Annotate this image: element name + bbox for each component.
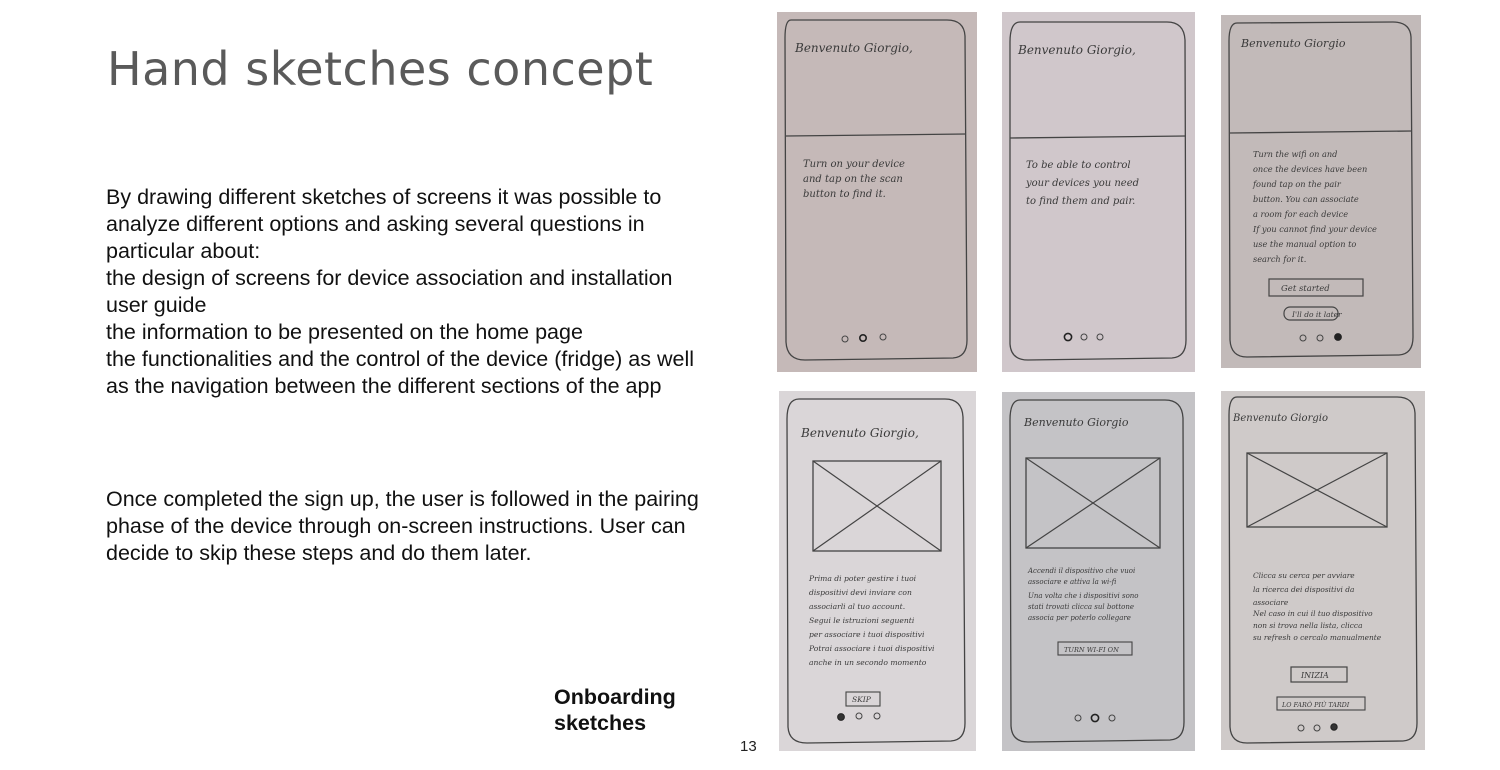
sketch-text-line: Potrai associare i tuoi dispositivi — [809, 644, 935, 653]
onboarding-line: phase of the device through on-screen instructions. User can — [106, 514, 686, 538]
sketch-text-line: button to find it. — [803, 189, 886, 200]
sketch-text-line: Nel caso in cui il tuo dispositivo — [1253, 609, 1373, 618]
caption-line: Onboarding — [554, 685, 676, 709]
page-number: 13 — [740, 738, 757, 755]
sketch-text-line: search for it. — [1253, 254, 1307, 264]
sketch-text-line: found tap on the pair — [1253, 179, 1341, 189]
intro-line: analyze different options and asking several questions in — [106, 212, 645, 236]
sketch-text-line: to find them and pair. — [1026, 196, 1136, 207]
sketch-text-line: associarli al tuo account. — [809, 602, 906, 611]
sketch-text-line: per associare i tuoi dispositivi — [809, 630, 925, 639]
sketch-text-line: non si trova nella lista, clicca — [1253, 621, 1363, 630]
sketch-text-line: anche in un secondo momento — [809, 658, 927, 667]
sketch-text-line: Turn on your device — [803, 159, 905, 170]
intro-paragraph — [106, 184, 706, 400]
sketch-text-line: associare e attiva la wi-fi — [1028, 578, 1117, 586]
sketch-text-line: associare — [1253, 598, 1289, 607]
page-dot-active — [1331, 724, 1337, 730]
page-dot-active — [1335, 334, 1342, 341]
intro-line: as the navigation between the different sections of the app — [106, 374, 662, 398]
intro-line: the design of screens for device association and installation — [106, 266, 673, 290]
sketch-text-line: Turn the wifi on and — [1253, 149, 1338, 159]
sketch-text-line: dispositivi devi inviare con — [809, 588, 912, 597]
intro-line: the information to be presented on the home page — [106, 320, 583, 344]
intro-line: particular about: — [106, 239, 261, 263]
sketch-text-line: su refresh o cercalo manualmente — [1253, 633, 1382, 642]
sketch-button-label: LO FARÒ PIÙ TARDI — [1282, 701, 1350, 709]
sketch-text-line: and tap on the scan — [803, 174, 903, 185]
sketch-text-line: stati trovati clicca sul bottone — [1028, 603, 1135, 611]
sketch-button-label: INIZIA — [1301, 671, 1329, 680]
sketch-text-line: once the devices have been — [1253, 164, 1368, 174]
sketch-button-label: TURN WI-FI ON — [1064, 646, 1119, 654]
sketch-button-label: I'll do it later — [1292, 310, 1342, 319]
sketch-text-line: If you cannot find your device — [1253, 224, 1377, 234]
intro-line: By drawing different sketches of screens it was possible to — [106, 185, 662, 209]
sketch-text-line: your devices you need — [1026, 178, 1140, 189]
sketch-button-label: Get started — [1281, 284, 1330, 294]
intro-line: user guide — [106, 293, 207, 317]
sketch-text-line: Una volta che i dispositivi sono — [1028, 592, 1139, 600]
sketch-greeting: Benvenuto Giorgio — [1233, 413, 1328, 424]
sketch-photo-6 — [1221, 391, 1425, 750]
sketch-text-line: Segui le istruzioni seguenti — [809, 616, 915, 625]
caption-line: sketches — [554, 711, 647, 735]
sketch-text-line: Prima di poter gestire i tuoi — [809, 574, 917, 583]
page-dot-active — [838, 714, 845, 721]
sketch-greeting: Benvenuto Giorgio, — [801, 426, 919, 440]
sketch-greeting: Benvenuto Giorgio — [1241, 37, 1346, 50]
sketch-text-line: Accendi il dispositivo che vuoi — [1028, 567, 1136, 575]
sketch-text-line: a room for each device — [1253, 209, 1349, 219]
intro-line: the functionalities and the control of the device (fridge) as well — [106, 347, 694, 371]
sketch-text-line: To be able to control — [1026, 160, 1131, 171]
sketch-button-label: SKIP — [852, 695, 871, 704]
sketch-photo-5 — [1002, 392, 1195, 751]
caption — [554, 684, 676, 736]
sketch-greeting: Benvenuto Giorgio — [1024, 416, 1129, 429]
onboarding-line: Once completed the sign up, the user is followed in the pairing — [106, 487, 699, 511]
sketch-photo-2 — [1002, 12, 1195, 372]
sketch-photo-1 — [777, 12, 977, 372]
sketch-text-line: use the manual option to — [1253, 239, 1357, 249]
slide-title: Hand sketches concept — [107, 42, 654, 96]
sketch-photo-4 — [779, 391, 976, 751]
sketch-text-line: associa per poterlo collegare — [1028, 614, 1131, 622]
sketch-text-line: button. You can associate — [1253, 194, 1359, 204]
sketch-text-line: Clicca su cerca per avviare — [1253, 571, 1355, 580]
sketch-greeting: Benvenuto Giorgio, — [1018, 43, 1136, 57]
onboarding-paragraph — [106, 486, 706, 567]
sketch-text-line: la ricerca dei dispositivi da — [1253, 585, 1355, 594]
sketch-photo-3 — [1221, 15, 1421, 368]
sketch-greeting: Benvenuto Giorgio, — [795, 41, 913, 55]
onboarding-line: decide to skip these steps and do them later. — [106, 541, 532, 565]
